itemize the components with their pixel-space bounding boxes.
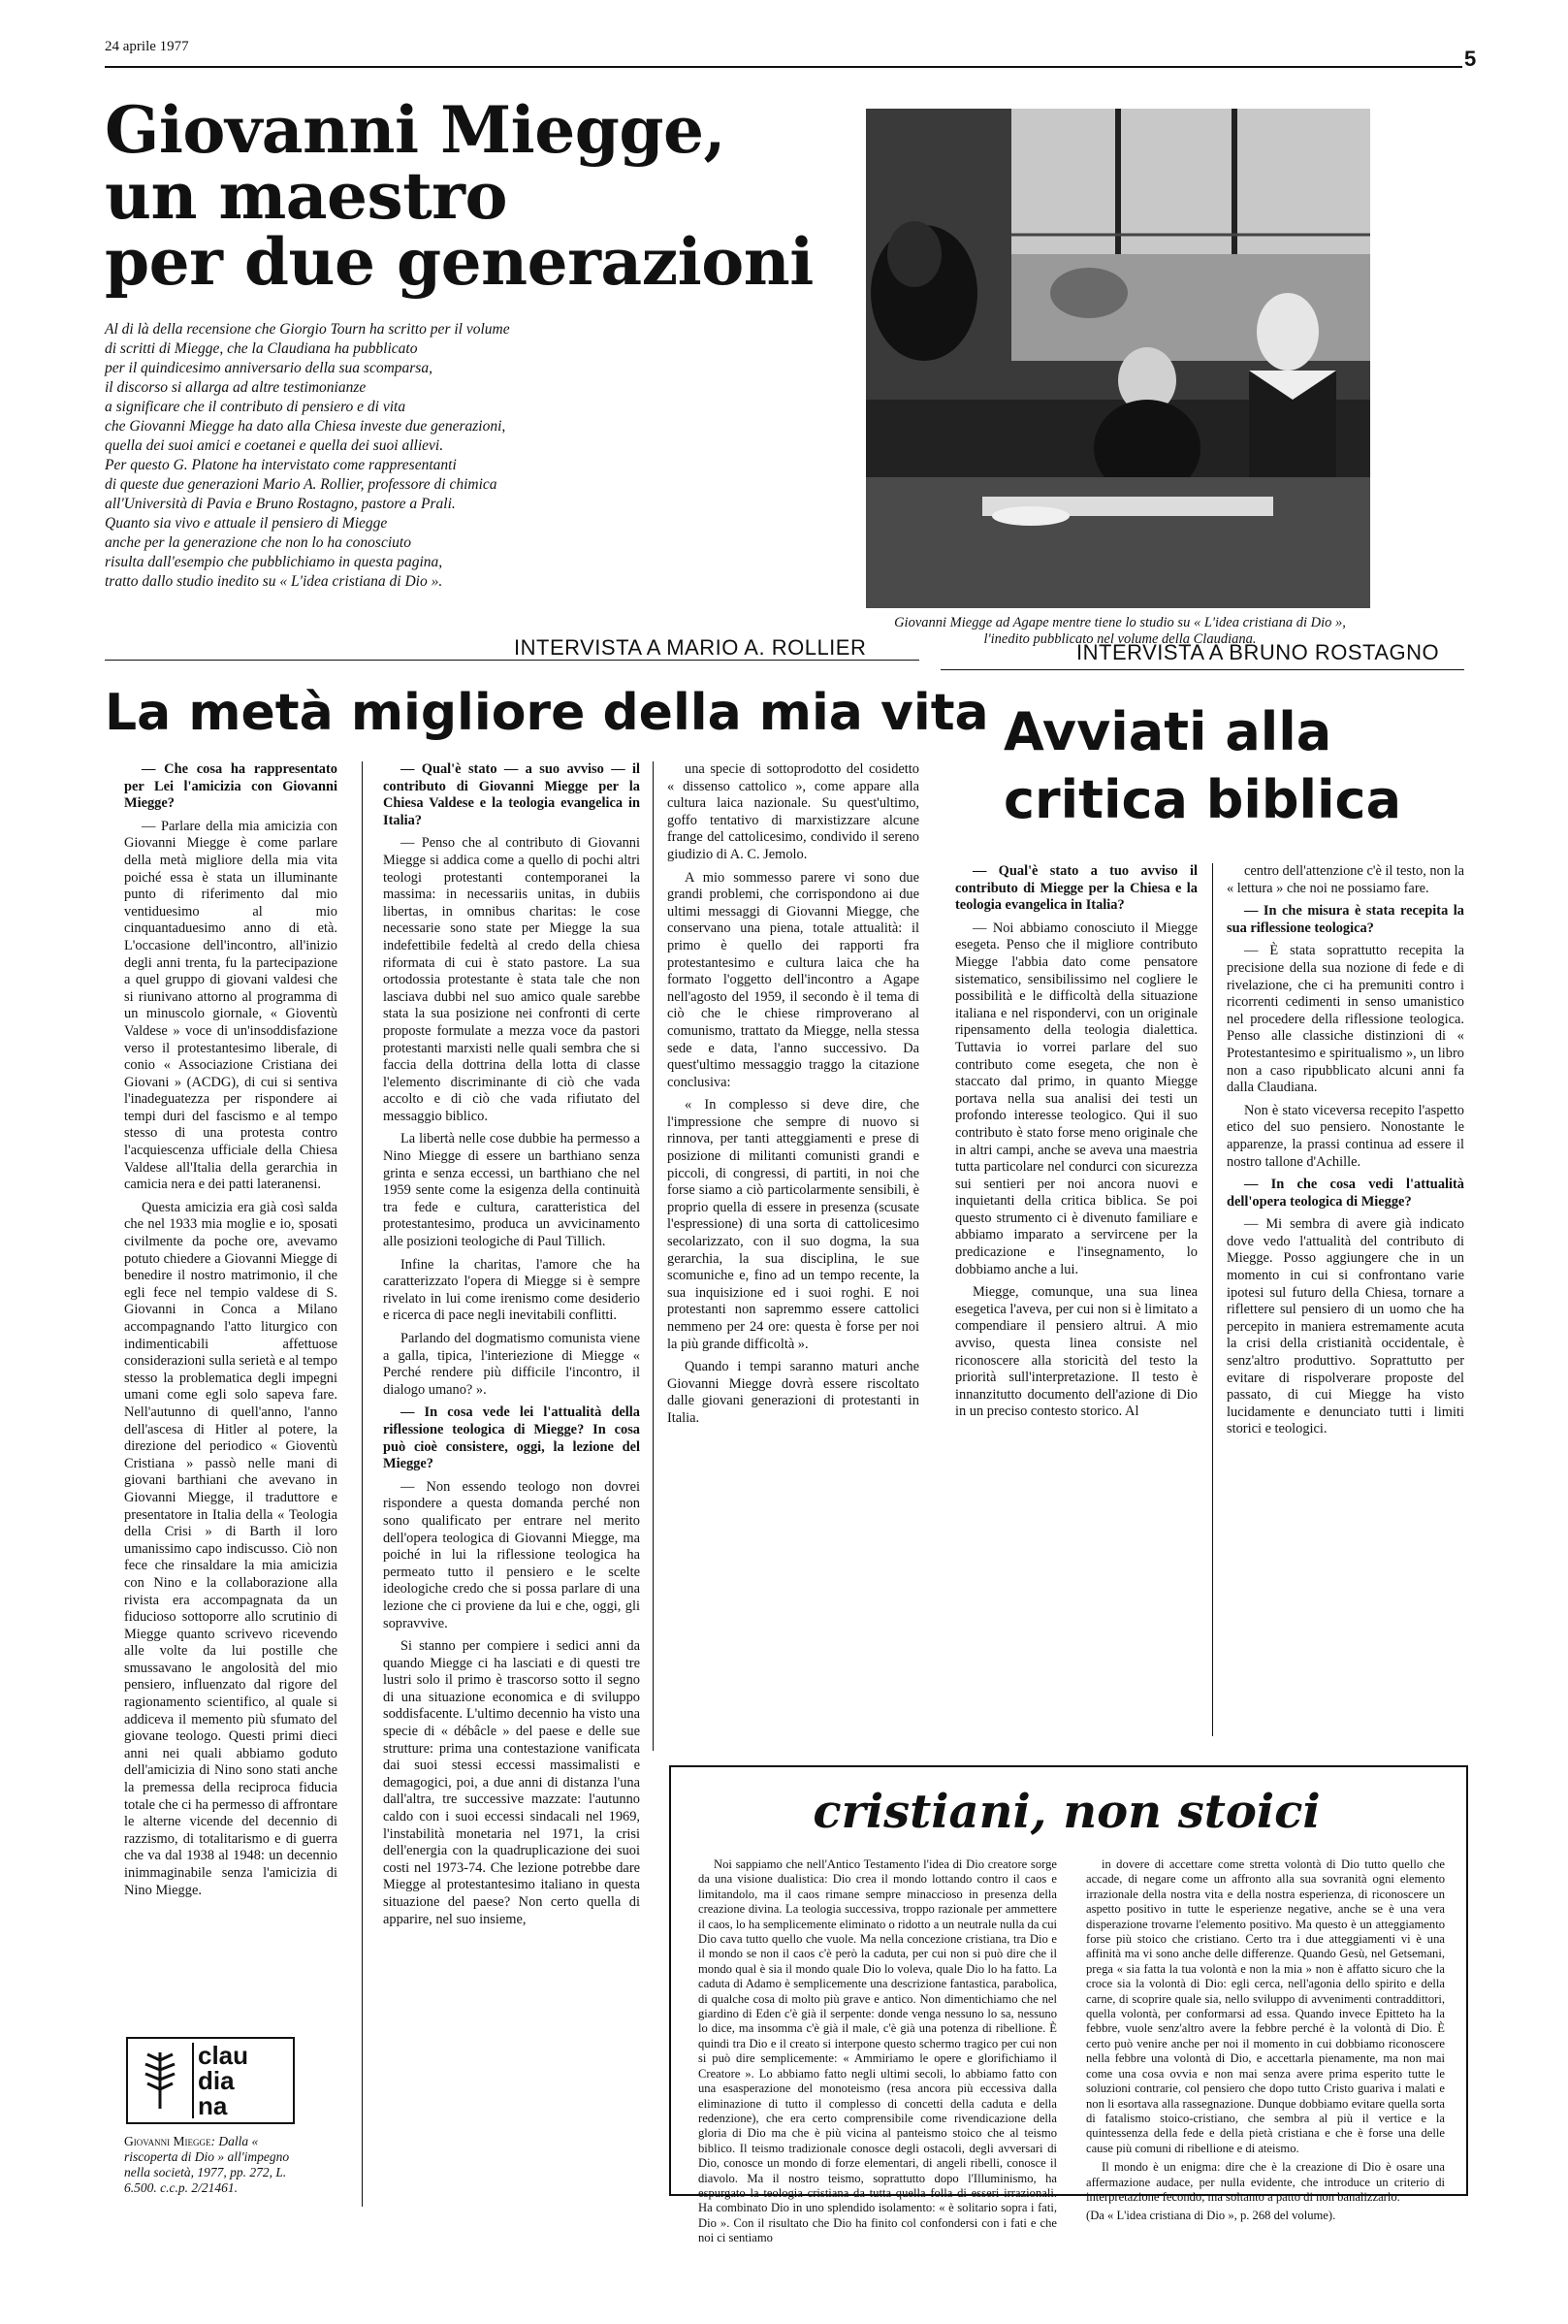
paragraph: — Noi abbiamo conosciuto il Miegge esegeta. Penso che il migliore contributo Miegge l'abbia dato come pensatore sistematico, sensibilissimo nel cogliere le possibilità e le difficoltà della situazione italiana e nel rispondervi, con un originale ripensamento della teologia dialettica. Tuttavia io vorrei parlare del suo contributo come esegeta, che non è staccato dal primo, in quanto Miegge portava nella sua analisi dei testi un profondo interesse teologico. Qui il suo contributo è stato forse meno originale che in altri campi, anche se aveva una maestria tutta particolare nel condurci con sicurezza sui sentieri per noi ancora nuovi e inquietanti della critica biblica. Se poi questo strumento ci è divenuto familiare e abbiamo imparato a servircene per la predicazione e l'insegnamento, lo dobbiamo anche a lui. xyxy=(955,920,1198,1277)
column-rule xyxy=(653,761,654,1751)
paragraph: Questa amicizia era già così salda che nel 1933 mia moglie e io, sposati civilmente da poche ore, avevamo potuto chiedere a Giovanni Miegge di benedire il nostro matrimonio, il che egli fece nel tempio valdese di S. Giovanni in Conca a Milano accompagnando l'atto liturgico con indimenticabili affettuose considerazioni sulla serietà e al tempo stesso la problematica degli impegni umani come egli solo sapeva fare. Nell'autunno di quell'anno, l'anno dell'ascesa di Hitler al potere, la direzione del periodico « Gioventù Cristiana » passò nelle mani di giovani barthiani che avevano in Giovanni Miegge, il traduttore e presentatore in Italia della « Teologia della Crisi » di Barth il loro umanissimo capo indiscusso. Ciò non fece che rinsaldare la mia amicizia con Nino e la collaborazione alla rivista era accompagnata da un fiducioso sottoporre allo scrutinio di Miegge quanto scrivevo ricevendo alle volte da lui postille che smussavano le angolosità del mio pensiero, influenzato dal rigore del ragionamento scientifico, al quale si addiceva il memento più sfumato del giovane teologo. Questi primi dieci anni nei quali abbiamo goduto dell'amicizia di Nino sono stati anche la premessa della reciproca fiducia totale che ci ha permesso di affrontare le alterne vicende del decennio di razzismo, di totalitarismo e di guerra che va dal 1938 al 1948: un decennio inimmaginabile senza l'amicizia di Nino Miegge. xyxy=(124,1199,337,1898)
photo-image xyxy=(866,109,1370,608)
logo-line: dia xyxy=(192,2068,248,2093)
paragraph: Infine la charitas, l'amore che ha caratterizzato l'opera di Miegge si è sempre rivelato in lui come irenismo come desiderio e ricerca di pace negli inevitabili conflitti. xyxy=(383,1256,640,1324)
boxed-title: cristiani, non stoici xyxy=(813,1785,1321,1839)
rostagno-column-2 xyxy=(1227,863,1464,1444)
intro-line: quella dei suoi amici e coetanei e quella dei suoi allievi. xyxy=(105,437,444,454)
caption-line: Giovanni Miegge ad Agape mentre tiene lo studio su « L'idea cristiana di Dio », xyxy=(894,615,1346,630)
paragraph: centro dell'attenzione c'è il testo, non la « lettura » che noi ne possiamo fare. xyxy=(1227,863,1464,896)
book-author: Giovanni Miegge xyxy=(124,2134,211,2148)
book-reference xyxy=(124,2134,308,2196)
paragraph: La libertà nelle cose dubbie ha permesso a Nino Miegge di essere un barthiano senza grinta e senza eccessi, un barthiano che nel 1959 sente come la esigenza della continuità tra fede e cultura, caratteristica del protestantesimo, produca un avvicinamento alle posizioni teologiche di Paul Tillich. xyxy=(383,1131,640,1250)
intro-line: Per questo G. Platone ha intervistato come rappresentanti xyxy=(105,457,457,473)
intro-line: Quanto sia vivo e attuale il pensiero di Miegge xyxy=(105,515,388,532)
column-rule xyxy=(1212,863,1213,1736)
paragraph: una specie di sottoprodotto del cosidetto « dissenso cattolico », come appare alla cultura laica nazionale. Su quest'ultimo, goffo tentativo di marxistizzare alcune frange del cattolicesimo, condivido il sereno giudizio di A. C. Jemolo. xyxy=(667,761,919,862)
claudiana-logo xyxy=(126,2037,295,2124)
paragraph: — In che cosa vedi l'attualità dell'opera teologica di Miegge? xyxy=(1227,1177,1464,1210)
paragraph: — Parlare della mia amicizia con Giovanni Miegge è come parlare della metà migliore della mia vita poiché essa è stata un illuminante punto di riferimento dal mio ventiduesimo al mio cinquantaduesimo anno di età. L'occasione dell'incontro, all'inizio degli anni trenta, fu la partecipazione a quel gruppo di giovani valdesi che si riunivano attorno al programma di un minuscolo giornale, « Gioventù Valdese » voce di un'insoddisfazione verso il protestantesimo liberale, di conio « Associazione Cristiana dei Giovani » (ACDG), di cui si sentiva l'inadeguatezza per rispondere ai tempi duri del fascismo e al tempo stesso di una protesta contro l'acquiescenza ufficiale della Chiesa Valdese all'Italia della gerarchia in camicia nera e dei patti lateranensi. xyxy=(124,818,337,1193)
paragraph: — Non essendo teologo non dovrei rispondere a questa domanda perché non sono qualificato per entrare nel merito dell'opera teologica di Giovanni Miegge, ma poiché in lui la riflessione teologica ha permeato tutto il pensiero e le scelte ideologiche credo che si possa parlare di una lezione che ci proviene da lui e che, oggi, gli sopravvive. xyxy=(383,1478,640,1631)
paragraph: Miegge, comunque, una sua linea esegetica l'aveva, per cui non si è limitato a compendiare il pensiero altrui. A mio avviso, questa linea consiste nel riconoscere alla storicità del testo la priorità sull'interpretazione. Il testo è innanzitutto documento dell'azione di Dio in un preciso contesto storico. Al xyxy=(955,1284,1198,1420)
paragraph: Noi sappiamo che nell'Antico Testamento l'idea di Dio creatore sorge da una visione dualistica: Dio crea il mondo lottando contro il caos e limitandolo, ma il caos rimane sempre minaccioso in presenza della creazione divina. La teologia successiva, troppo razionale per ammettere il caos, lo ha semplicemente eliminato o ridotto a un neutrale nulla da cui Dio cava tutto quello che vuole. Ma nella concezione cristiana, tra Dio e il mondo se non il caos c'è però la caduta, per cui non si può dire che il mondo qual è sia il mondo quale Dio lo voleva, quale Dio lo ha fatto. La caduta di Adamo è semplicemente una descrizione fantastica, parabolica, di qualche cosa di molto più grave e antico. Non dimentichiamo che nel giardino di Eden c'è già il serpente: donde venga nessuno lo sa, nessuno lo dice, ma insomma c'è già il male, c'è già una potenza di ribellione. È quindi tra Dio e il creato si interpone questo schermo tragico per cui non si può dire semplicemente: « Ammiriamo le opere e glorifichiamo il Creatore ». Lo abbiamo fatto negli ultimi secoli, lo abbiamo fatto con una esasperazione del monoteismo (resa ancora più eccessiva dalla eliminazione di tutto il complesso di concetti della caduta e della redenzione), che era certo comprensibile come rivendicazione della gloria di Dio ma che è più vicina al panteismo stoico che al teismo biblico. Il teismo tradizionale conosce degli ostacoli, degli avversari di Dio, conosce un mondo di forze elementari, di angeli ribelli, conosce il diavolo. Ma il nostro teismo, soprattutto dopo l'Illuminismo, ha espurgato la teologia cristiana da tutta quella folla di esseri irrazionali. Ha combinato Dio in uno splendido isolamento: « è solitario sopra i fati, Dio ». Con il risultato che Dio ha finito col confondersi con i fati e che noi ci sentiamo xyxy=(698,1857,1057,2245)
rollier-column-1 xyxy=(124,761,337,1905)
wheat-icon xyxy=(138,2049,182,2113)
paragraph: — In cosa vede lei l'attualità della riflessione teologica di Miegge? In cosa può cioè consistere, oggi, la lezione del Miegge? xyxy=(383,1404,640,1472)
paragraph: Parlando del dogmatismo comunista viene a galla, tipica, l'interiezione di Miegge « Perché rendere più difficile l'incontro, il dialogo umano? ». xyxy=(383,1331,640,1398)
main-title-line: Giovanni Miegge, xyxy=(105,92,725,168)
intro-line: di queste due generazioni Mario A. Rollier, professore di chimica xyxy=(105,476,497,493)
logo-wordmark xyxy=(192,2043,248,2118)
paragraph: — Mi sembra di avere già indicato dove vedo l'attualità del contributo di Miegge. Posso aggiungere che in un momento in cui si confrontano varie ipotesi sul futuro della Chiesa, tornare a riflettere sul pensiero di un uomo che ha percepito in maniera estremamente acuta la crisi della cristianità occidentale, è senz'altro produttivo. Soprattutto per evitare di rispolverare proposte del passato, di cui Miegge ha visto lucidamente e denunciato tutti i limiti storici e teologici. xyxy=(1227,1216,1464,1437)
rollier-column-3 xyxy=(667,761,919,1434)
boxed-column-2 xyxy=(1086,1857,1445,2228)
rostagno-column-1 xyxy=(955,863,1198,1427)
issue-date: 24 aprile 1977 xyxy=(105,39,189,54)
intro-paragraph xyxy=(105,320,609,592)
main-title-line: un maestro xyxy=(105,158,507,234)
header-rule xyxy=(105,66,1462,68)
book-details: : Dalla « riscoperta di Dio » all'impegno nella società, 1977, pp. 272, L. 6.500. c.c.p. 2/21461. xyxy=(124,2134,290,2195)
photo-miegge-agape xyxy=(866,109,1370,608)
paragraph: — Penso che al contributo di Giovanni Miegge si addica come a quello di pochi altri teologi protestanti contemporanei la massima: in necessariis unitas, in dubiis libertas, in omnibus charitas: le cose necessarie sono state per Miegge la sua indefettibile fedeltà al credo della chiesa riformata di cui è stato pastore. La sua ortodossia protestante è stata tale che non lasciava dubbi nel suo amico quale sarebbe stata la sua posizione nei confronti di certe proposte formulate a mezza voce da pastori protestanti marxisti nelle quali sembra che si faccia della dottrina della lotta di classe l'elemento discriminante di ciò che vada accolto e di ciò che vada rifiutato del messaggio biblico. xyxy=(383,835,640,1124)
main-title xyxy=(105,92,880,300)
intro-line: a significare che il contributo di pensiero e di vita xyxy=(105,399,406,415)
rostagno-title-line: Avviati alla xyxy=(1004,701,1332,762)
column-rule xyxy=(362,761,363,2207)
intro-line: per il quindicesimo anniversario della sua scomparsa, xyxy=(105,360,432,376)
paragraph: Non è stato viceversa recepito l'aspetto etico del suo pensiero. Nonostante le apparenze, la prassi continua ad essere il nostro tallone d'Achille. xyxy=(1227,1102,1464,1170)
logo-line: na xyxy=(192,2093,248,2118)
rostagno-title xyxy=(1004,698,1401,834)
rollier-title: La metà migliore della mia vita xyxy=(105,684,989,742)
rollier-column-2 xyxy=(383,761,640,1934)
paragraph: Il mondo è un enigma: dire che è la creazione di Dio è osare una affermazione audace, per nulla evidente, che introduce un criterio di interpretazione fecondo, ma soltanto a patto di non banalizzarlo. xyxy=(1086,2160,1445,2204)
intro-line: di scritti di Miegge, che la Claudiana ha pubblicato xyxy=(105,340,418,357)
rostagno-kicker: INTERVISTA A BRUNO ROSTAGNO xyxy=(1076,640,1440,664)
intro-line: il discorso si allarga ad altre testimonianze xyxy=(105,379,367,396)
intro-line: all'Università di Pavia e Bruno Rostagno, pastore a Prali. xyxy=(105,496,456,512)
paragraph: A mio sommesso parere vi sono due grandi problemi, che corrispondono ai due ultimi messaggi di Giovanni Miegge, che conservano una piena, totale attualità: il primo è quello dei rapporti fra protestantesimo e cultura laica che ha formato l'oggetto dell'incontro a Agape nell'agosto del 1959, il secondo è il tema di ciò che le chiese rimproverano al comunismo, trattato da Miegge, nella stessa sede e data, l'anno successivo. Da quest'ultimo messaggio traggo la citazione conclusiva: xyxy=(667,869,919,1090)
page-number: 5 xyxy=(1464,47,1477,71)
caption-line: l'inedito pubblicato nel volume della Claudiana. xyxy=(983,631,1257,647)
intro-line: risulta dall'esempio che pubblichiamo in questa pagina, xyxy=(105,554,443,570)
paragraph: — È stata soprattutto recepita la precisione della sua nozione di fede e di rivelazione, che ci ha premuniti contro i ricorrenti cedimenti in senso umanistico nel procedere della riflessione teologica. Penso alle classiche distinzioni di « Protestantesimo e spiritualismo », un libro non a caso ripubblicato alcuni anni fa dalla Claudiana. xyxy=(1227,943,1464,1096)
logo-line: clau xyxy=(192,2043,248,2068)
paragraph: Si stanno per compiere i sedici anni da quando Miegge ci ha lasciati e di questi tre lustri solo il primo è trascorso sotto il segno di una situazione economica e di sviluppo soddisfacente. L'ultimo decennio ha visto una specie di « débâcle » del paese e delle sue strutture: prima una contestazione vanificata dai suoi stessi eccessi massimalisti e demagogici, poi, a due anni di distanza l'una dall'altra, tre successive mazzate: l'autunno caldo con i suoi eccessi sindacali nel 1969, l'instabilità monetaria nel 1971, la crisi dell'energia con la quadruplicazione dei suoi costi nel 1973-74. Che lezione potrebbe dare Miegge al protestantesimo italiano in questa situazione del paese? Non certo quella di apparire, nel suo insieme, xyxy=(383,1638,640,1927)
intro-line: anche per la generazione che non lo ha conosciuto xyxy=(105,534,411,551)
rostagno-title-line: critica biblica xyxy=(1004,769,1402,830)
rollier-kicker: INTERVISTA A MARIO A. ROLLIER xyxy=(514,635,867,660)
paragraph: — In che misura è stata recepita la sua riflessione teologica? xyxy=(1227,903,1464,936)
paragraph: in dovere di accettare come stretta volontà di Dio tutto quello che accade, di negare come un affronto alla sua sovranità ogni elemento irrazionale della nostra vita e della nostra esperienza, di riconoscere un aspetto positivo in tutte le esperienze negative, anche se è una vera disperazione trovarne l'elemento positivo. Ma questo è un atteggiamento forse più stoico che cristiano. Certo tra i due atteggiamenti vi è una affinità ma vi sono anche delle differenze. Quando Gesù, nel Getsemani, prega « sia fatta la tua volontà e non la mia » non è affatto sicuro che la croce sia la volontà di Dio: egli cerca, nell'agonia dello spirito e della carne, di scoprire quale sia, nello sviluppo di avvenimenti contraddittori, quella volontà, per conformarsi ad essa. Quando invece Epitteto ha la febbre, vuole senz'altro avere la febbre perché è la volontà di Dio. È certo può venire anche per noi il momento in cui dobbiamo riconoscere nella febbre una volontà di Dio, e accettarla pienamente, ma non mai come una cosa ovvia e non mai senza avere prima esperito tutte le soluzioni contrarie, col pensiero che dopo tutto Cristo guariva i malati e non li esortava alla rassegnazione. Dunque dobbiamo evitare quella sorta di fatalismo stoico-cristiano, che sembra al più il vertice e la quintessenza della fede e della pietà cristiana e che è forse una delle cause più comuni di ribellione e di ateismo. xyxy=(1086,1857,1445,2155)
paragraph: — Qual'è stato — a suo avviso — il contributo di Giovanni Miegge per la Chiesa Valdese e la teologia evangelica in Italia? xyxy=(383,761,640,828)
intro-line: tratto dallo studio inedito su « L'idea cristiana di Dio ». xyxy=(105,573,443,590)
paragraph: — Che cosa ha rappresentato per Lei l'amicizia con Giovanni Miegge? xyxy=(124,761,337,812)
boxed-column-1 xyxy=(698,1857,1057,2250)
boxed-source: (Da « L'idea cristiana di Dio », p. 268 del volume). xyxy=(1086,2209,1336,2223)
main-title-line: per due generazioni xyxy=(105,224,814,300)
paragraph: — Qual'è stato a tuo avviso il contributo di Miegge per la Chiesa e la teologia evangelica in Italia? xyxy=(955,863,1198,914)
paragraph: « In complesso si deve dire, che l'impressione che sempre di nuovo si rinnova, per tanti atteggiamenti e prese di posizione di militanti comunisti grandi e piccoli, di congressi, di partiti, in noi che forse siamo a ciò particolarmente sensibili, è proprio quella di essere in presenza (scusate l'espressione) di una sorta di cattolicesimo secolarizzato, con il suo dogma, la sua gerarchia, la sua disciplina, le sue scomuniche e, fino ad un tempo recente, la sua inquisizione ed i suoi roghi. E noi protestanti non sapremmo essere cattolici nemmeno per 24 ore: questa è forse per noi la più grande difficoltà ». xyxy=(667,1097,919,1352)
section-rule xyxy=(941,669,1464,670)
intro-line: Al di là della recensione che Giorgio Tourn ha scritto per il volume xyxy=(105,321,510,338)
intro-line: che Giovanni Miegge ha dato alla Chiesa investe due generazioni, xyxy=(105,418,506,435)
paragraph: Quando i tempi saranno maturi anche Giovanni Miegge dovrà essere riscoltato dalle giovani generazioni di protestanti in Italia. xyxy=(667,1359,919,1426)
